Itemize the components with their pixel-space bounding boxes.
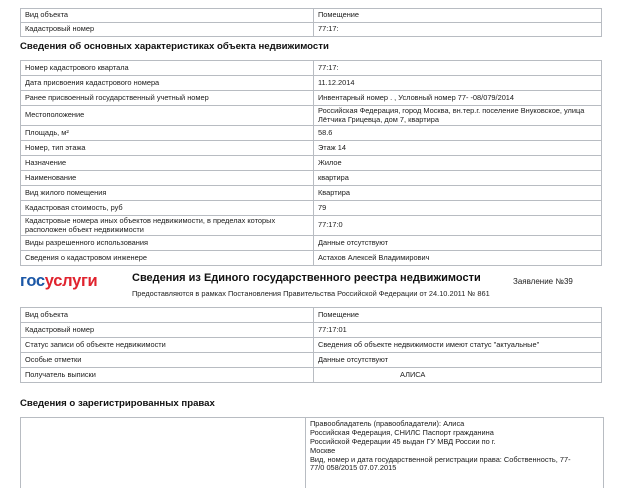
- row-value: Астахов Алексей Владимирович: [314, 251, 602, 266]
- row-value: АЛИСА: [314, 368, 602, 383]
- rights-section-heading: Сведения о зарегистрированных правах: [20, 398, 215, 409]
- table-row: [21, 338, 602, 353]
- table-row: [21, 156, 602, 171]
- row-value: 58.6: [314, 126, 602, 141]
- row-label: Площадь, м²: [21, 126, 314, 141]
- row-label: Номер кадастрового квартала: [21, 61, 314, 76]
- row-value: 77:17:: [314, 61, 602, 76]
- row-value: Этаж 14: [314, 141, 602, 156]
- rights-line: Правообладатель (правообладатели): Алиса: [310, 419, 465, 428]
- row-value: 79: [314, 201, 602, 216]
- egrn-title: Сведения из Единого государственного реестра недвижимости: [132, 272, 481, 284]
- table-row: [21, 186, 602, 201]
- egrn-subtitle: Предоставляются в рамках Постановления Правительства Российской Федерации от 24.10.2011 № 861: [132, 289, 490, 298]
- row-label: Статус записи об объекте недвижимости: [21, 338, 314, 353]
- row-value: Данные отсутствуют: [314, 236, 602, 251]
- table-row: [21, 23, 602, 37]
- main-section-heading: Сведения об основных характеристиках объекта недвижимости: [20, 41, 329, 52]
- table-row: [21, 76, 602, 91]
- table-row: [21, 251, 602, 266]
- row-label: Кадастровый номер: [21, 323, 314, 338]
- row-label: Местоположение: [21, 106, 314, 126]
- row-label: Виды разрешенного использования: [21, 236, 314, 251]
- row-value: Помещение: [314, 9, 602, 23]
- row-value: Инвентарный номер . , Условный номер 77- -08/079/2014: [314, 91, 602, 106]
- rights-line: Вид, номер и дата государственной регистрации права: Собственность, 77-: [310, 454, 571, 464]
- table-row: [21, 216, 602, 236]
- rights-line: Российской Федерации 45 выдан ГУ МВД России по г.: [310, 436, 496, 446]
- row-label: Номер, тип этажа: [21, 141, 314, 156]
- row-label: Ранее присвоенный государственный учетный номер: [21, 91, 314, 106]
- table-row: [21, 141, 602, 156]
- row-label: Кадастровая стоимость, руб: [21, 201, 314, 216]
- table-row: [21, 91, 602, 106]
- row-label: Получатель выписки: [21, 368, 314, 383]
- table-row: [21, 9, 602, 23]
- row-value: Сведения об объекте недвижимости имеют статус "актуальные": [314, 338, 602, 353]
- table-row: [21, 353, 602, 368]
- object-status-table: [20, 307, 602, 383]
- row-value: Жилое: [314, 156, 602, 171]
- row-value: Российская Федерация, город Москва, вн.тер.г. поселение Внуковское, улица Лётчика Грицевца, дом 7, квартира: [314, 106, 602, 126]
- table-row: [21, 308, 602, 323]
- logo-part-uslugi: услуги: [44, 272, 98, 290]
- gosuslugi-logo: [20, 272, 97, 291]
- row-label: Дата присвоения кадастрового номера: [21, 76, 314, 91]
- rights-line: 77/0 058/2015 07.07.2015: [310, 463, 397, 473]
- row-value: Данные отсутствуют: [314, 353, 602, 368]
- rights-right-cell: [310, 420, 600, 473]
- row-label: Кадастровые номера иных объектов недвижимости, в пределах которых расположен объект недвижимости: [21, 216, 314, 236]
- row-label: Кадастровый номер: [21, 23, 314, 37]
- application-number: Заявление №39: [513, 277, 573, 286]
- row-label: Сведения о кадастровом инженере: [21, 251, 314, 266]
- table-row: [21, 171, 602, 186]
- top-object-table: [20, 8, 602, 37]
- rights-left-cell: [21, 418, 306, 488]
- main-characteristics-table: [20, 60, 602, 266]
- row-value: Квартира: [314, 186, 602, 201]
- rights-line: Москве: [310, 445, 336, 455]
- table-row: [21, 236, 602, 251]
- row-value: 11.12.2014: [314, 76, 602, 91]
- row-label: Назначение: [21, 156, 314, 171]
- row-label: Наименование: [21, 171, 314, 186]
- row-value: квартира: [314, 171, 602, 186]
- table-row: [21, 61, 602, 76]
- row-value: 77:17:0: [314, 216, 602, 236]
- row-label: Вид объекта: [21, 308, 314, 323]
- row-label: Вид жилого помещения: [21, 186, 314, 201]
- table-row: [21, 323, 602, 338]
- row-label: Особые отметки: [21, 353, 314, 368]
- logo-part-gos: гос: [20, 272, 45, 290]
- table-row: [21, 106, 602, 126]
- table-row: [21, 126, 602, 141]
- row-value: 77:17:01: [314, 323, 602, 338]
- row-label: Вид объекта: [21, 9, 314, 23]
- row-value: Помещение: [314, 308, 602, 323]
- table-row: [21, 368, 602, 383]
- rights-line: Российская Федерация, СНИЛС Паспорт гражданина: [310, 427, 494, 437]
- rights-table: [20, 417, 604, 488]
- table-row: [21, 201, 602, 216]
- row-value: 77:17:: [314, 23, 602, 37]
